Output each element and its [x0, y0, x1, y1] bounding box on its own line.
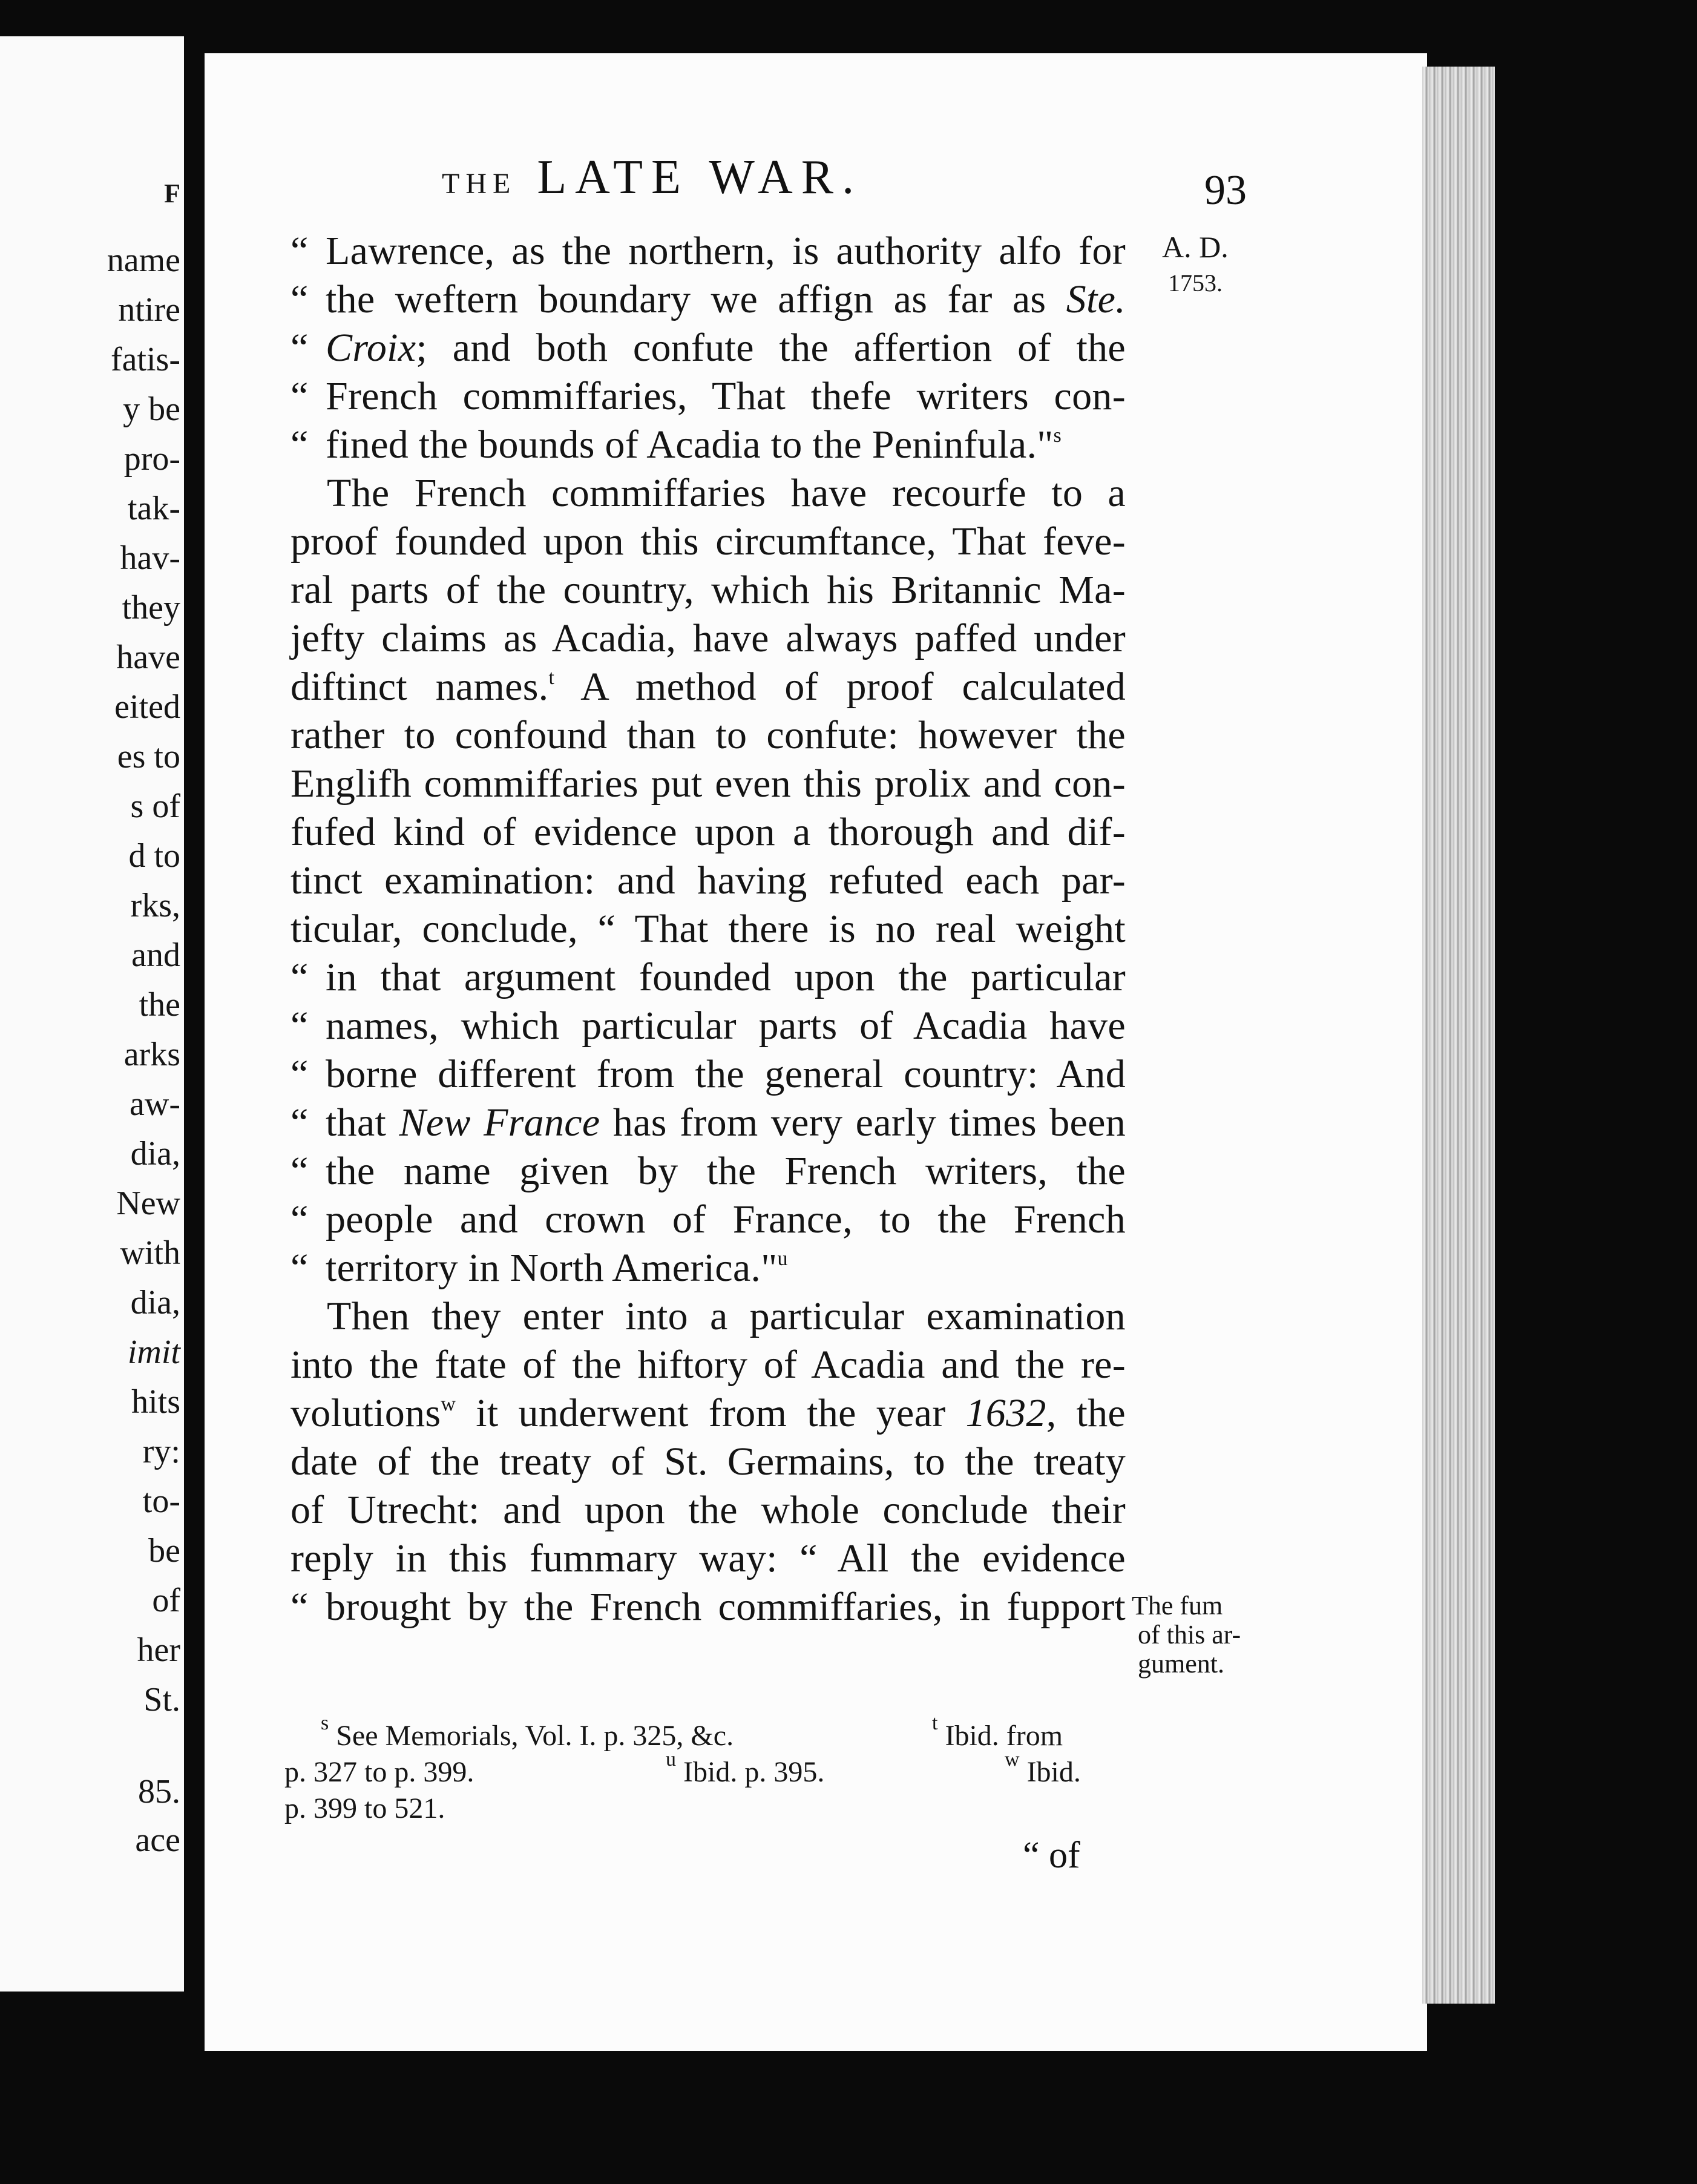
- text-line: “ that New France has from very early times been: [290, 1100, 1126, 1145]
- text-line: “ territory in North America."$^u$: [290, 1246, 788, 1290]
- page-number: 93: [1204, 167, 1247, 214]
- text-line: Englifh commiffaries put even this prolix and con-: [290, 761, 1126, 806]
- left-page-line: to-: [142, 1482, 180, 1520]
- margin-note-line: The fum: [1132, 1591, 1223, 1620]
- left-page-line: dia,: [130, 1284, 180, 1321]
- text-line: “ the name given by the French writers, the: [290, 1149, 1126, 1193]
- text-line: “ Lawrence, as the northern, is authority alfo for: [290, 229, 1126, 273]
- left-page-line: hav-: [120, 539, 180, 577]
- left-page-line: es to: [117, 738, 180, 775]
- left-page-line: they: [122, 589, 180, 627]
- text-line: “ in that argument founded upon the particular: [290, 955, 1126, 999]
- footnote: $^u$ Ibid. p. 395.: [666, 1748, 825, 1788]
- text-line: “ names, which particular parts of Acadia have: [290, 1004, 1126, 1048]
- margin-year-label: A. D.: [1162, 230, 1229, 264]
- left-page-line: the: [139, 986, 180, 1024]
- left-page-line: ace: [135, 1821, 180, 1859]
- footnote: $^w$ Ibid.: [1005, 1748, 1081, 1788]
- left-page-line: s of: [130, 788, 180, 825]
- left-page-line: be: [148, 1532, 180, 1570]
- margin-note-line: gument.: [1138, 1649, 1224, 1679]
- left-page-line: ntire: [118, 291, 180, 329]
- catchword: “ of: [1023, 1835, 1080, 1876]
- left-page-line: dia,: [130, 1135, 180, 1173]
- text-line: “ the weftern boundary we affign as far as Ste.: [290, 277, 1126, 321]
- margin-note-line: of this ar-: [1138, 1620, 1241, 1650]
- left-page-line: have: [116, 639, 180, 676]
- footnote-ref: t: [548, 666, 555, 689]
- text-line: into the ftate of the hiftory of Acadia and the re-: [290, 1343, 1126, 1387]
- text-line: “ borne different from the general country: And: [290, 1052, 1126, 1096]
- footnote-continuation: p. 327 to p. 399.: [284, 1756, 474, 1788]
- footnote: $^s$ See Memorials, Vol. I. p. 325, &c.: [321, 1712, 734, 1752]
- text-line: fufed kind of evidence upon a thorough and dif-: [290, 810, 1126, 854]
- text-line: “ people and crown of France, to the French: [290, 1197, 1126, 1242]
- left-page-line: fatis-: [110, 341, 180, 378]
- text-line: “ fined the bounds of Acadia to the Peninfula."$^s$: [290, 423, 1062, 467]
- text-line: jefty claims as Acadia, have always paffed under: [290, 616, 1126, 660]
- text-line: volutions$^w$ it underwent from the year 1632, the: [290, 1391, 1126, 1435]
- text-line: reply in this fummary way: “ All the evidence: [290, 1536, 1126, 1580]
- left-page-line: rks,: [130, 887, 180, 924]
- running-head-prefix: THE: [442, 168, 517, 200]
- footnote-ref: w: [441, 1393, 456, 1415]
- facing-page-left: [0, 36, 184, 1992]
- text-line: “ brought by the French commiffaries, in fupport: [290, 1585, 1126, 1629]
- left-page-line: her: [137, 1631, 180, 1669]
- left-page-line: arks: [123, 1036, 180, 1073]
- text-line: ticular, conclude, “ That there is no real weight: [290, 907, 1126, 951]
- left-page-line: of: [152, 1582, 180, 1619]
- text-line: diftinct names.$^t$ A method of proof calculated: [290, 665, 1126, 709]
- text-line: “ Croix; and both confute the affertion of the: [290, 326, 1126, 370]
- text-line: ral parts of the country, which his Britannic Ma-: [290, 568, 1126, 612]
- footnote-ref: s: [1053, 424, 1062, 447]
- page-block-edge: [1422, 67, 1495, 2004]
- footnote: $^t$ Ibid. from: [932, 1712, 1063, 1752]
- left-page-line: F: [164, 179, 180, 208]
- left-page-line: aw-: [130, 1085, 180, 1123]
- left-page-line: imit: [127, 1334, 180, 1371]
- text-line: proof founded upon this circumftance, That feve-: [290, 519, 1126, 564]
- margin-year: 1753.: [1168, 269, 1223, 297]
- text-line: Then they enter into a particular examination: [327, 1294, 1126, 1338]
- left-page-line: y be: [123, 390, 180, 428]
- left-page-line: name: [107, 242, 180, 279]
- text-line: rather to confound than to confute: however the: [290, 713, 1126, 757]
- footnote-ref: u: [777, 1248, 788, 1270]
- text-line: of Utrecht: and upon the whole conclude their: [290, 1488, 1126, 1532]
- text-line: date of the treaty of St. Germains, to the treaty: [290, 1439, 1126, 1484]
- left-page-line: New: [116, 1185, 180, 1222]
- footnote-continuation: p. 399 to 521.: [284, 1792, 445, 1824]
- running-head: [442, 150, 862, 205]
- text-line: “ French commiffaries, That thefe writers con-: [290, 374, 1126, 418]
- left-page-line: hits: [131, 1383, 180, 1421]
- left-page-line: tak-: [127, 490, 180, 527]
- left-page-line: with: [120, 1234, 180, 1272]
- running-head-title: LATE WAR.: [537, 151, 863, 204]
- text-line: The French commiffaries have recourfe to a: [327, 471, 1126, 515]
- left-page-line: eited: [114, 688, 180, 726]
- left-page-line: pro-: [123, 440, 180, 478]
- left-page-line: 85.: [138, 1773, 180, 1811]
- left-page-line: and: [131, 936, 180, 974]
- text-line: tinct examination: and having refuted each par-: [290, 858, 1126, 903]
- left-page-line: d to: [128, 837, 180, 875]
- left-page-line: St.: [143, 1681, 180, 1719]
- left-page-line: ry:: [142, 1433, 180, 1470]
